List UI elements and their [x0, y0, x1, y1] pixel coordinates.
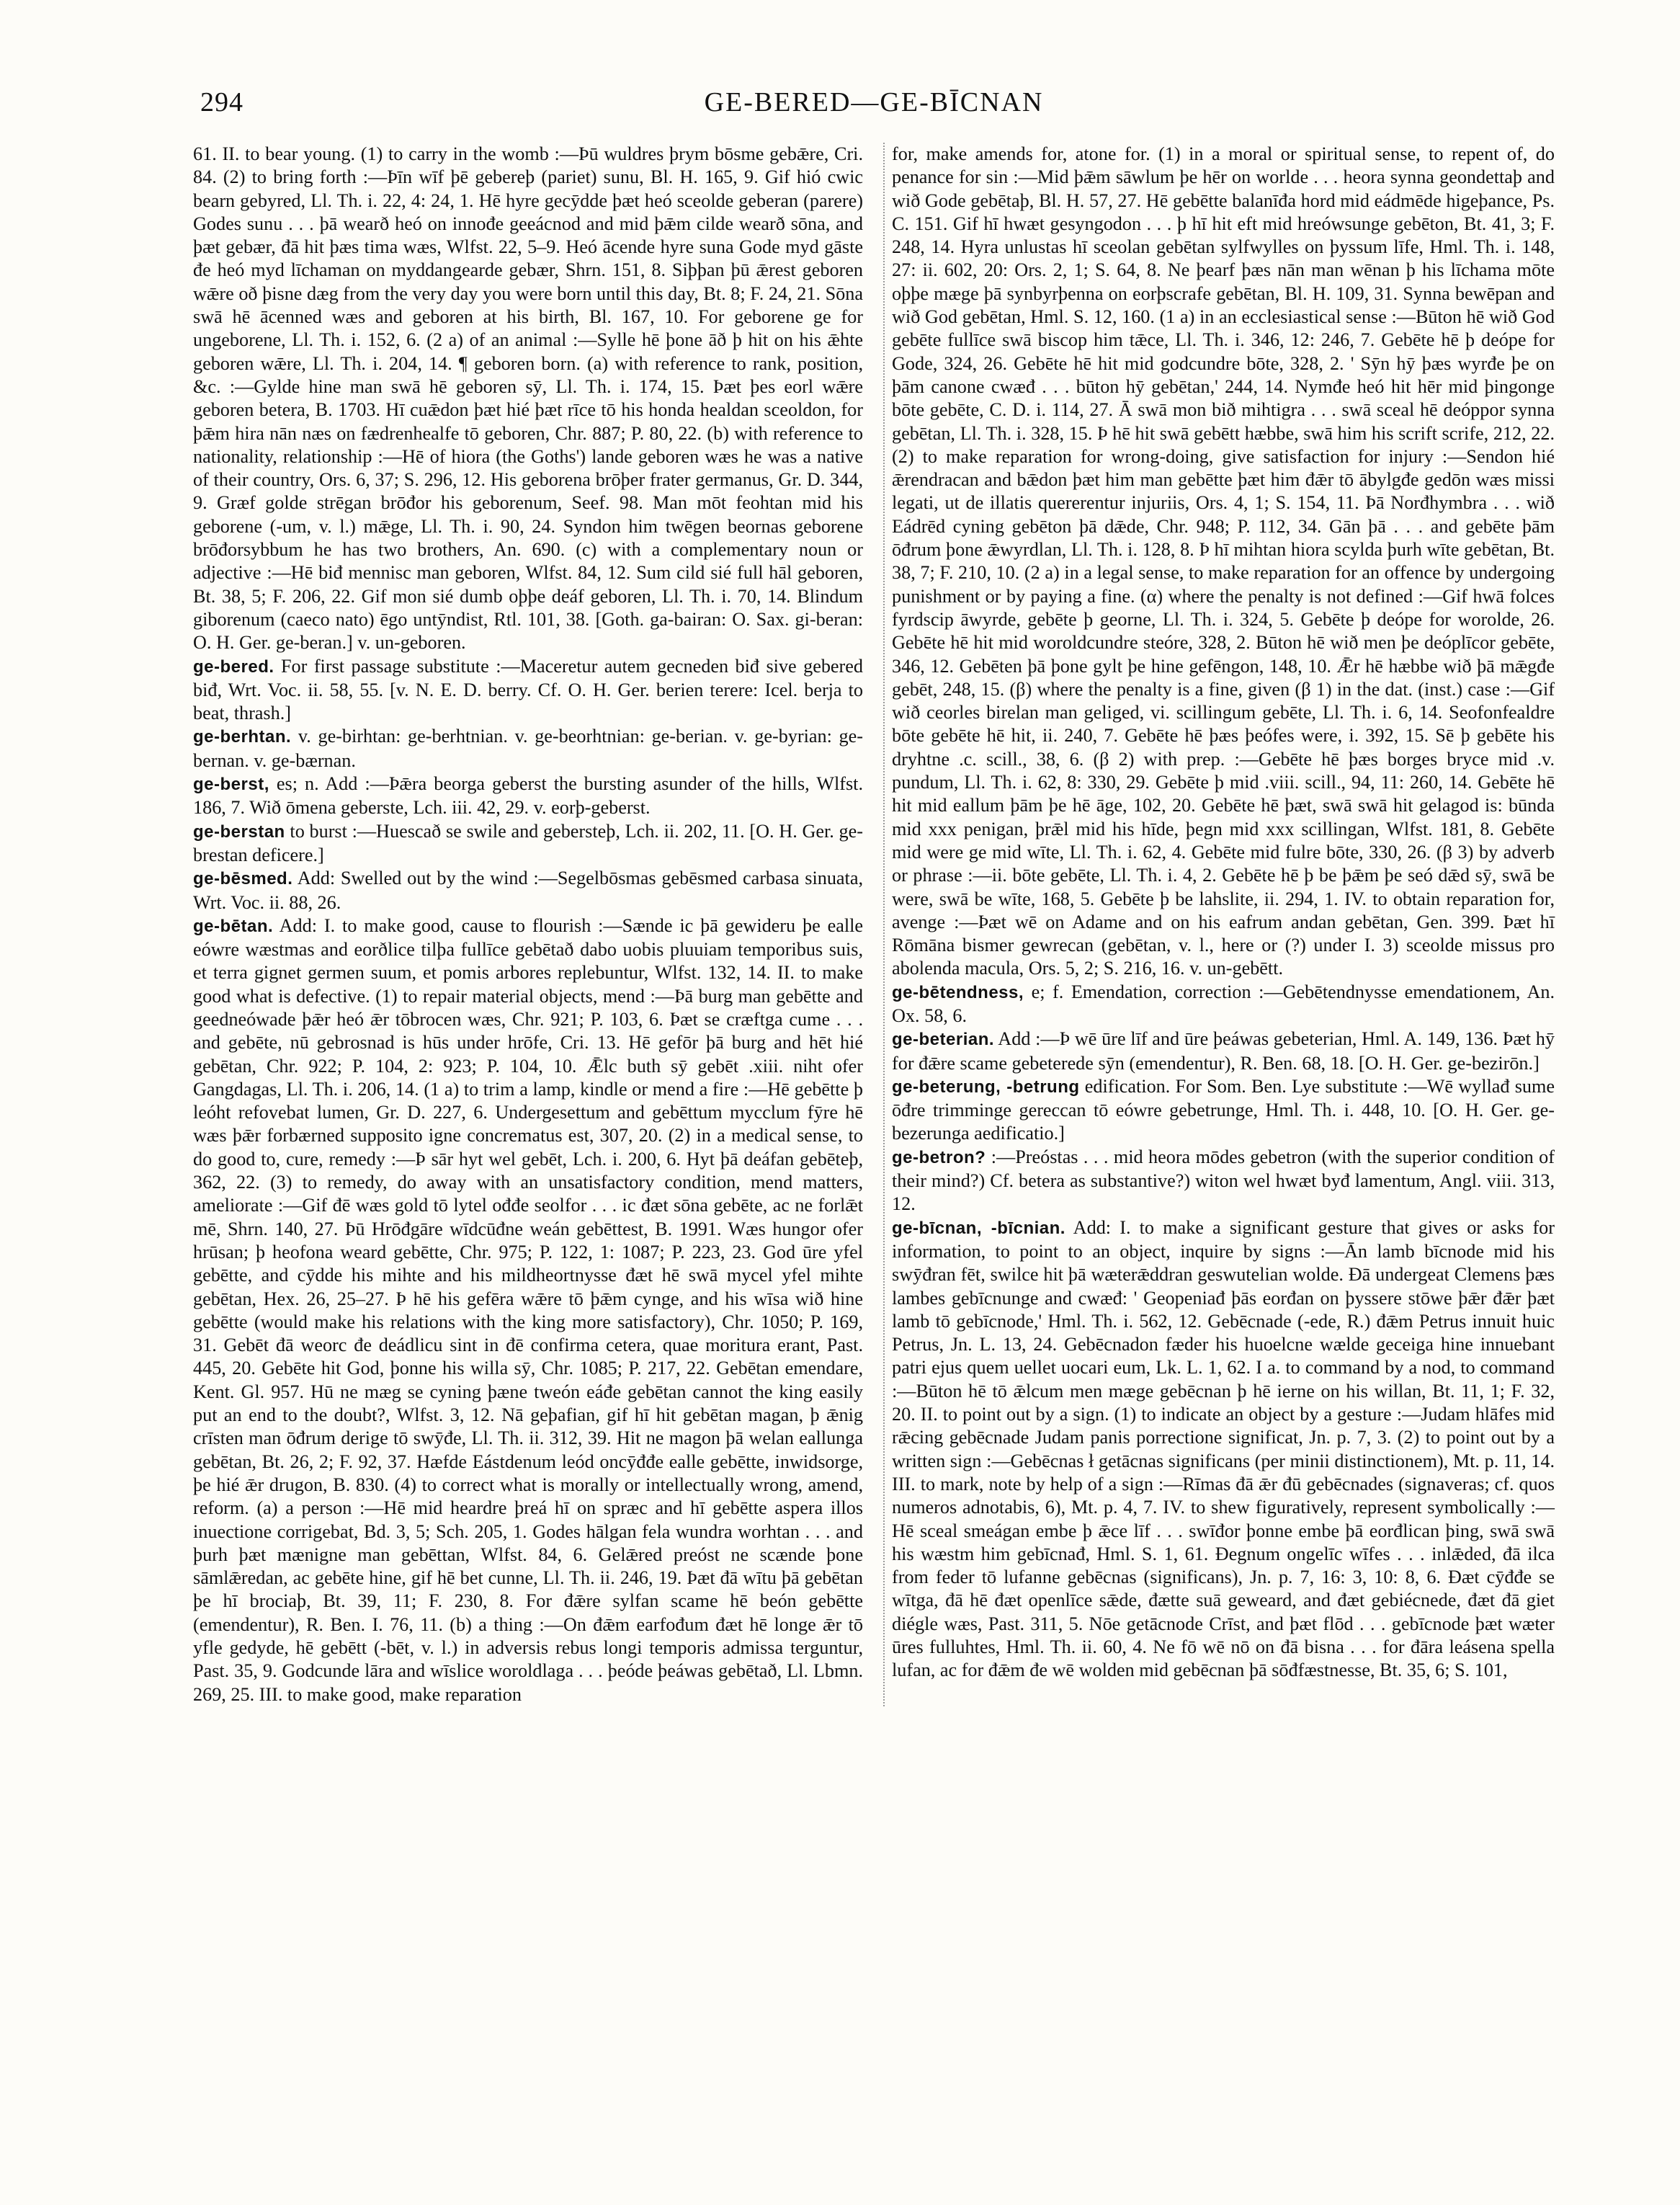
- dictionary-entry: [193, 914, 863, 1706]
- dictionary-entry: [892, 1216, 1555, 1683]
- page-header: [193, 86, 1555, 137]
- entry-headword: ge-betron?: [892, 1147, 986, 1167]
- entry-headword: ge-bētan.: [193, 916, 274, 936]
- dictionary-page: [193, 86, 1555, 2162]
- dictionary-entry: [892, 1028, 1555, 1075]
- entry-text: Add :—Þ wē ūre līf and ūre þeáwas gebeterian, Hml. A. 149, 136. Þæt hȳ for đǣre scame gebeterede sȳn (emendentur), R. Ben. 68, 18. [O. H. Ger. ge-bezirōn.]: [892, 1028, 1555, 1074]
- running-head: GE-BERED—GE-BĪCNAN: [704, 87, 1044, 117]
- entry-headword: ge-beterung, -betrung: [892, 1077, 1080, 1097]
- entry-text: Add: Swelled out by the wind :—Segelbōsmas gebēsmed carbasa sinuata, Wrt. Voc. ii. 88, 26.: [193, 868, 863, 913]
- right-entries: [892, 981, 1555, 1683]
- entry-headword: ge-beterian.: [892, 1030, 995, 1050]
- dictionary-entry: [193, 655, 863, 726]
- dictionary-entry: [193, 867, 863, 914]
- continuation-paragraph: for, make amends for, atone for. (1) in a moral or spiritual sense, to repent of, do penance for sin :—Mid þǣm sāwlum þe hēr on worlde . . . heora synna geondettaþ and wið Gode gebētaþ, Bl. H. 57, 27. Hē gebētte balanīđa hord mid eádmēde higeþance, Ps. C. 151. Gif hī hwæt gesyngodon . . . þ hī hit eft mid hreówsunge gebēton, Bt. 41, 3; F. 248, 14. Hyra unlustas hī sceolan gebētan sylfwylles on þyssum līfe, Hml. Th. i. 148, 27: ii. 602, 20: Ors. 2, 1; S. 64, 8. Ne þearf þæs nān man wēnan þ his līchama mōte oþþe mæge þā synbyrþenna on eorþscrafe gebētan, Bl. H. 109, 31. Synna bewēpan and wið God gebētan, Hml. S. 12, 160. (1 a) in an ecclesiastical sense :—Būton hē wið God gebēte fullīce swā biscop him tǣce, Ll. Th. i. 346, 12: 246, 7. Gebēte hē þ deópe for Gode, 324, 26. Gebēte hē hit mid godcundre bōte, 328, 2. ' Sȳn hȳ þæs wyrđe þe on þām canone cwæđ . . . būton hȳ gebētan,' 244, 14. Nymđe heó hit hēr mid þingonge bōte gebēte, C. D. i. 114, 27. Ā swā mon bið mihtigra . . . swā sceal hē deóppor synna gebētan, Ll. Th. i. 328, 15. Þ hē hit swā gebētt hæbbe, swā him his scrift scrife, 212, 22. (2) to make reparation for wrong-doing, give satisfaction for injury :—Sendon hié ǣrendracan and bǣdon þæt him man gebētte þæt him đǣr tō ābylgđe gedōn wæs missi legati, ut de illatis quererentur injuriis, Ors. 4, 1; S. 154, 11. Þā Norđhymbra . . . wið Eádrēd cyning gebēton þā dǣde, Chr. 948; P. 112, 34. Gān þā . . . and gebēte þām ōđrum þone ǣwyrdlan, Ll. Th. i. 128, 8. Þ hī mihtan hiora scylda þurh wīte gebētan, Bt. 38, 7; F. 210, 10. (2 a) in a legal sense, to make reparation for an offence by undergoing punishment or by paying a fine. (α) where the penalty is not defined :—Gif hwā folces fyrdscip āwyrde, gebēte þ georne, Ll. Th. i. 324, 5. Gebēte þ deópe for worolde, 26. Gebēte hē hit mid woroldcundre steóre, 328, 2. Būton hē wið men þe deóplīcor gebēte, 346, 12. Gebēten þā þone gylt þe hine gefēngon, 148, 10. Ǣr hē hæbbe wið þā mǣgđe gebēt, 248, 15. (β) where the penalty is a fine, given (β 1) in the dat. (inst.) case :—Gif wið ceorles birelan man geliged, vi. scillingum gebēte, Ll. Th. i. 6, 14. Seofonfealdre bōte gebēte hē hit, ii. 240, 7. Gebēte hē þæs þeófes were, i. 392, 15. Sē þ gebēte his dryhtne .c. scill., 38, 6. (β 2) with prep. :—Gebēte hē þæs borges bryce mid .v. pundum, Ll. Th. i. 62, 8: 330, 29. Gebēte þ mid .viii. scill., 94, 11: 260, 14. Gebēte hē hit mid eallum þām þe hē āge, 102, 20. Gebēte hē þæt, swā swā hit gelagod is: būnda mid xxx penigan, þrǣl mid his hīde, þegn mid xxx scillingan, Wlfst. 181, 8. Gebēte mid were ge mid wīte, Ll. Th. i. 62, 4. Gebēte mid fulre bōte, 330, 26. (β 3) by adverb or phrase :—ii. bōte gebēte, Ll. Th. i. 4, 2. Gebēte hē þ be þǣm þe seó dǣd sȳ, swā be were, swā be wīte, 168, 5. Gebēte þ be lahslite, ii. 294, 1. IV. to obtain reparation for, avenge :—Þæt wē on Adame and on his eafrum andan gebētan, Gen. 399. Þæt hī Rōmāna bismer gewrecan (gebētan, v. l., here or (?) under I. 3) sceolde missus pro abolenda macula, Ors. 5, 2; S. 216, 16. v. un-gebētt.: [892, 143, 1555, 979]
- entry-headword: ge-bētendness,: [892, 982, 1024, 1002]
- entry-headword: ge-berst,: [193, 775, 269, 795]
- dictionary-entry: [892, 1075, 1555, 1146]
- dictionary-entry: [892, 1146, 1555, 1216]
- entry-text: For first passage substitute :—Maceretur autem gecneden biđ sive gebered biđ, Wrt. Voc. ii. 58, 55. [v. N. E. D. berry. Cf. O. H. Ger. berien terere: Icel. berja to beat, thrash.]: [193, 655, 863, 724]
- entry-text: :—Preóstas . . . mid heora mōdes gebetron (with the superior condition of their mind?) Cf. betera as substantive?) witon wel hwæt byđ lamentum, Angl. viii. 313, 12.: [892, 1146, 1555, 1215]
- dictionary-entry: [193, 772, 863, 820]
- left-entries: [193, 655, 863, 1706]
- dictionary-entry: [193, 820, 863, 868]
- entry-text: Add: I. to make a significant gesture that gives or asks for information, to point to an object, inquire by signs :—Ān lamb bīcnode mid his swȳđran fēt, swilce hit þā wæterǣddran geswutelian wolde. Đā undergeat Clemens þæs lambes gebīcnunge and cwæđ: ' Geopeniađ þās eorđan on þyssere stōwe þǣr đǣr þæt lamb tō gebīcnode,' Hml. Th. i. 562, 12. Gebēcnade (-ede, R.) đǣm Petrus innuit huic Petrus, Jn. L. 13, 24. Gebēcnadon fæder his huoelcne wælde geceiga hine innuebant patri ejus quem uellet uocari eum, Lk. L. 1, 62. I a. to command by a nod, to command :—Būton hē tō ǣlcum men mæge gebēcnan þ hē ierne on his willan, Bt. 11, 1; F. 32, 20. II. to point out by a sign. (1) to indicate an object by a gesture :—Judam hlāfes mid rǣcing gebēcnade Judam panis porrectione significat, Jn. p. 7, 3. (2) to point out by a written sign :—Gebēcnas ł getācnas significans (per minii distinctionem), Mt. p. 11, 14. III. to mark, note by help of a sign :—Rīmas đā ǣr đū gebēcnades (signaveras; cf. quos numeros adnotabis, 6), Mt. p. 4, 7. IV. to shew figuratively, represent symbolically :—Hē sceal smeágan embe þ ǣce līf . . . swīđor þonne embe þā eorđlican þing, swā swā his wæstm him gebīcnađ, Hml. S. 1, 61. Đegnum ongelīc wīfes . . . inlǣded, đā ilca from feder tō lufanne gebēcnas (significans), Jn. p. 7, 16: 3, 10: 8, 6. Đæt cȳđđe se wītga, đā hē đæt openlīce sǣde, đætte suā geweard, and đæt gebiécnede, đæt đā giet diégle wæs, Past. 311, 5. Nōe getācnode Crīst, and þæt flōd . . . gebīcnode þæt wæter ūres fulluhtes, Hml. Th. ii. 60, 4. Ne fō wē nō on đā bisna . . . for đāra leásena spella lufan, ac for đǣm đe wē wolden mid gebēcnan þā sōđfæstnesse, Bt. 35, 6; S. 101,: [892, 1216, 1555, 1681]
- dictionary-entry: [892, 981, 1555, 1028]
- entry-text: to burst :—Huescað se swile and gebersteþ, Lch. ii. 202, 11. [O. H. Ger. ge-brestan deficere.]: [193, 820, 863, 865]
- entry-text: v. ge-birhtan: ge-berhtnian. v. ge-beorhtnian: ge-berian. v. ge-byrian: ge-bernan. v. ge-bærnan.: [193, 726, 863, 771]
- entry-headword: ge-berhtan.: [193, 727, 292, 747]
- entry-headword: ge-bered.: [193, 656, 274, 677]
- left-column: [193, 143, 863, 1706]
- entry-text: es; n. Add :—Þǣra beorga geberst the bursting asunder of the hills, Wlfst. 186, 7. Wið ōmena geberste, Lch. iii. 42, 29. v. eorþ-geberst.: [193, 773, 863, 819]
- text-columns: [193, 143, 1555, 1706]
- entry-text: edification. For Som. Ben. Lye substitute :—Wē wyllađ sume ōđre trimminge gereccan tō eówre gebetrunge, Hml. Th. i. 448, 10. [O. H. Ger. ge-bezerunga aedificatio.]: [892, 1075, 1555, 1144]
- continuation-paragraph: 61. II. to bear young. (1) to carry in the womb :—Þū wuldres þrym bōsme gebǣre, Cri. 84. (2) to bring forth :—Þīn wīf þē gebereþ (pariet) sunu, Bl. H. 165, 9. Gif hió cwic bearn gebyred, Ll. Th. i. 22, 4: 24, 1. Hē hyre gecȳdde þæt heó sceolde geberan (parere) Godes sunu . . . þā wearð heó on innođe geeácnod and mid þǣm cilde wearð sōna, and þæt gebær, đā hit þæs tima wæs, Wlfst. 22, 5–9. Heó ācende hyre suna Gode myd gāste đe heó myd līchaman on myddangearde gebær, Shrn. 151, 8. Siþþan þū ǣrest geboren wǣre oð þisne dæg from the very day you were born until this day, Bt. 8; F. 24, 21. Sōna swā hē ācenned wæs and geboren at his birth, Bl. 167, 10. For geborene ge for ungeborene, Ll. Th. i. 152, 6. (2 a) of an animal :—Sylle hē þone āð þ hit on his ǣhte geboren wǣre, Ll. Th. i. 204, 14. ¶ geboren born. (a) with reference to rank, position, &c. :—Gylde hine man swā hē geboren sȳ, Ll. Th. i. 174, 15. Þæt þes eorl wǣre geboren betera, B. 1703. Hī cuǣdon þæt hié þæt rīce tō his honda healdan sceoldon, for þǣm hira nān næs on fædrenhealfe tō geboren, Chr. 887; P. 80, 22. (b) with reference to nationality, relationship :—Hē of hiora (the Goths') lande geboren wæs he was a native of their country, Ors. 6, 37; S. 296, 12. His geborena brōþer frater germanus, Gr. D. 344, 9. Græf golde strēgan brōđor his geborenum, Seef. 98. Man mōt feohtan mid his geborene (-um, v. l.) mǣge, Ll. Th. i. 90, 24. Syndon him twēgen beornas geborene brōđorsybbum he has two brothers, An. 690. (c) with a complementary noun or adjective :—Hē biđ mennisc man geboren, Wlfst. 84, 12. Sum cild sié full hāl geboren, Bt. 38, 5; F. 206, 22. Gif mon sié dumb oþþe deáf geboren, Ll. Th. i. 70, 14. Blindum giborenum (caeco nato) ēgo untȳndist, Rtl. 101, 38. [Goth. ga-bairan: O. Sax. gi-beran: O. H. Ger. ge-beran.] v. un-geboren.: [193, 143, 863, 654]
- entry-text: Add: I. to make good, cause to flourish :—Sænde ic þā gewideru þe ealle eówre wæstmas and eorðlice tilþa fullīce gebētað dabo uobis pluuiam temporibus suis, et terra gignet germen suum, et pomis arbores replebuntur, Wlfst. 132, 14. II. to make good what is defective. (1) to repair material objects, mend :—Þā burg man gebētte and geedneówade þǣr heó ǣr tōbrocen wæs, Chr. 921; P. 103, 6. Þæt se cræftga cume . . . and gebēte, nū gebrosnad is hūs under hrōfe, Cri. 13. Hē gefōr þā burg and hēt hié gebētan, Chr. 922; P. 104, 2: 923; P. 104, 10. Ǣlc buth sȳ gebēt .xiii. niht ofer Gangdagas, Ll. Th. i. 206, 14. (1 a) to trim a lamp, kindle or mend a fire :—Hē gebētte þ leóht refovebat lumen, Gr. D. 227, 6. Undergesettum and gebēttum mycclum fȳre hē wæs þǣr forbærned supposito igne concrematus est, 307, 20. (2) in a medical sense, to do good to, cure, remedy :—Þ sār hyt wel gebēt, Lch. i. 200, 6. Hyt þā deáfan gebēteþ, 362, 22. (3) to remedy, do away with an unsatisfactory condition, mend matters, ameliorate :—Gif đē wæs gold tō lytel ođđe seolfor . . . ic đæt sōna gebēte, ac ne forlǣt mē, Shrn. 140, 27. Þū Hrōđgāre wīdcūđne weán gebēttest, B. 1991. Wæs hungor ofer hrūsan; þ heofona weard gebētte, Chr. 975; P. 122, 1: 1087; P. 223, 23. God ūre yfel gebētte, and cȳdde his mihte and his mildheortnysse đæt hē swā mycel yfel mihte gebētan, Hex. 26, 25–27. Þ hē his gefēra wǣre tō þǣm cynge, and his wīsa wið hine gebētte (would make his relations with the king more satisfactory), Chr. 1050; P. 169, 31. Gebēt đā weorc đe deádlicu sint in đē confirma cetera, quae moritura erant, Past. 445, 20. Gebēte hit God, þonne his willa sȳ, Chr. 1085; P. 217, 22. Gebētan emendare, Kent. Gl. 957. Hū ne mæg se cyning þæne tweón eáđe gebētan cannot the king easily put an end to the doubt?, Wlfst. 3, 12. Nā geþafian, gif hī hit gebētan magan, þ ǣnig crīsten man ōđrum derige tō swȳđe, Ll. Th. ii. 312, 39. Hit ne magon þā welan eallunga gebētan, Bt. 26, 2; F. 92, 37. Hæfde Eástdenum leód oncȳđđe ealle gebētte, inwidsorge, þe hié ǣr drugon, B. 830. (4) to correct what is morally or intellectually wrong, amend, reform. (a) a person :—Hē mid heardre þreá hī on spræc and hī gebētte aspera illos inuectione corrigebat, Bd. 3, 5; Sch. 205, 1. Godes hālgan fela wundra worhtan . . . and þurh þæt mænigne man gebēttan, Wlfst. 84, 6. Gelǣred preóst ne scænde þone sāmlǣredan, ac gebēte hine, gif hē bet cunne, Ll. Th. ii. 246, 19. Þæt đā wītu þā gebētan þe hī brociaþ, Bt. 39, 11; F. 230, 8. For đǣre sylfan scame hē beón gebētte (emendentur), R. Ben. I. 76, 11. (b) a thing :—On đǣm earfođum đæt hē longe ǣr tō yfle gedyde, hē gebētt (-bēt, v. l.) in adversis rebus longi temporis admissa terguntur, Past. 35, 9. Godcunde lāra and wīslice woroldlaga . . . þeóde þeáwas gebētað, Ll. Lbmn. 269, 25. III. to make good, make reparation: [193, 914, 863, 1705]
- entry-headword: ge-bēsmed.: [193, 869, 293, 889]
- right-column: [883, 143, 1555, 1706]
- entry-headword: ge-bīcnan, -bīcnian.: [892, 1218, 1065, 1238]
- entry-headword: ge-berstan: [193, 821, 285, 842]
- entry-text: e; f. Emendation, correction :—Gebētendnysse emendationem, An. Ox. 58, 6.: [892, 981, 1555, 1026]
- dictionary-entry: [193, 725, 863, 772]
- page-number: 294: [200, 87, 243, 117]
